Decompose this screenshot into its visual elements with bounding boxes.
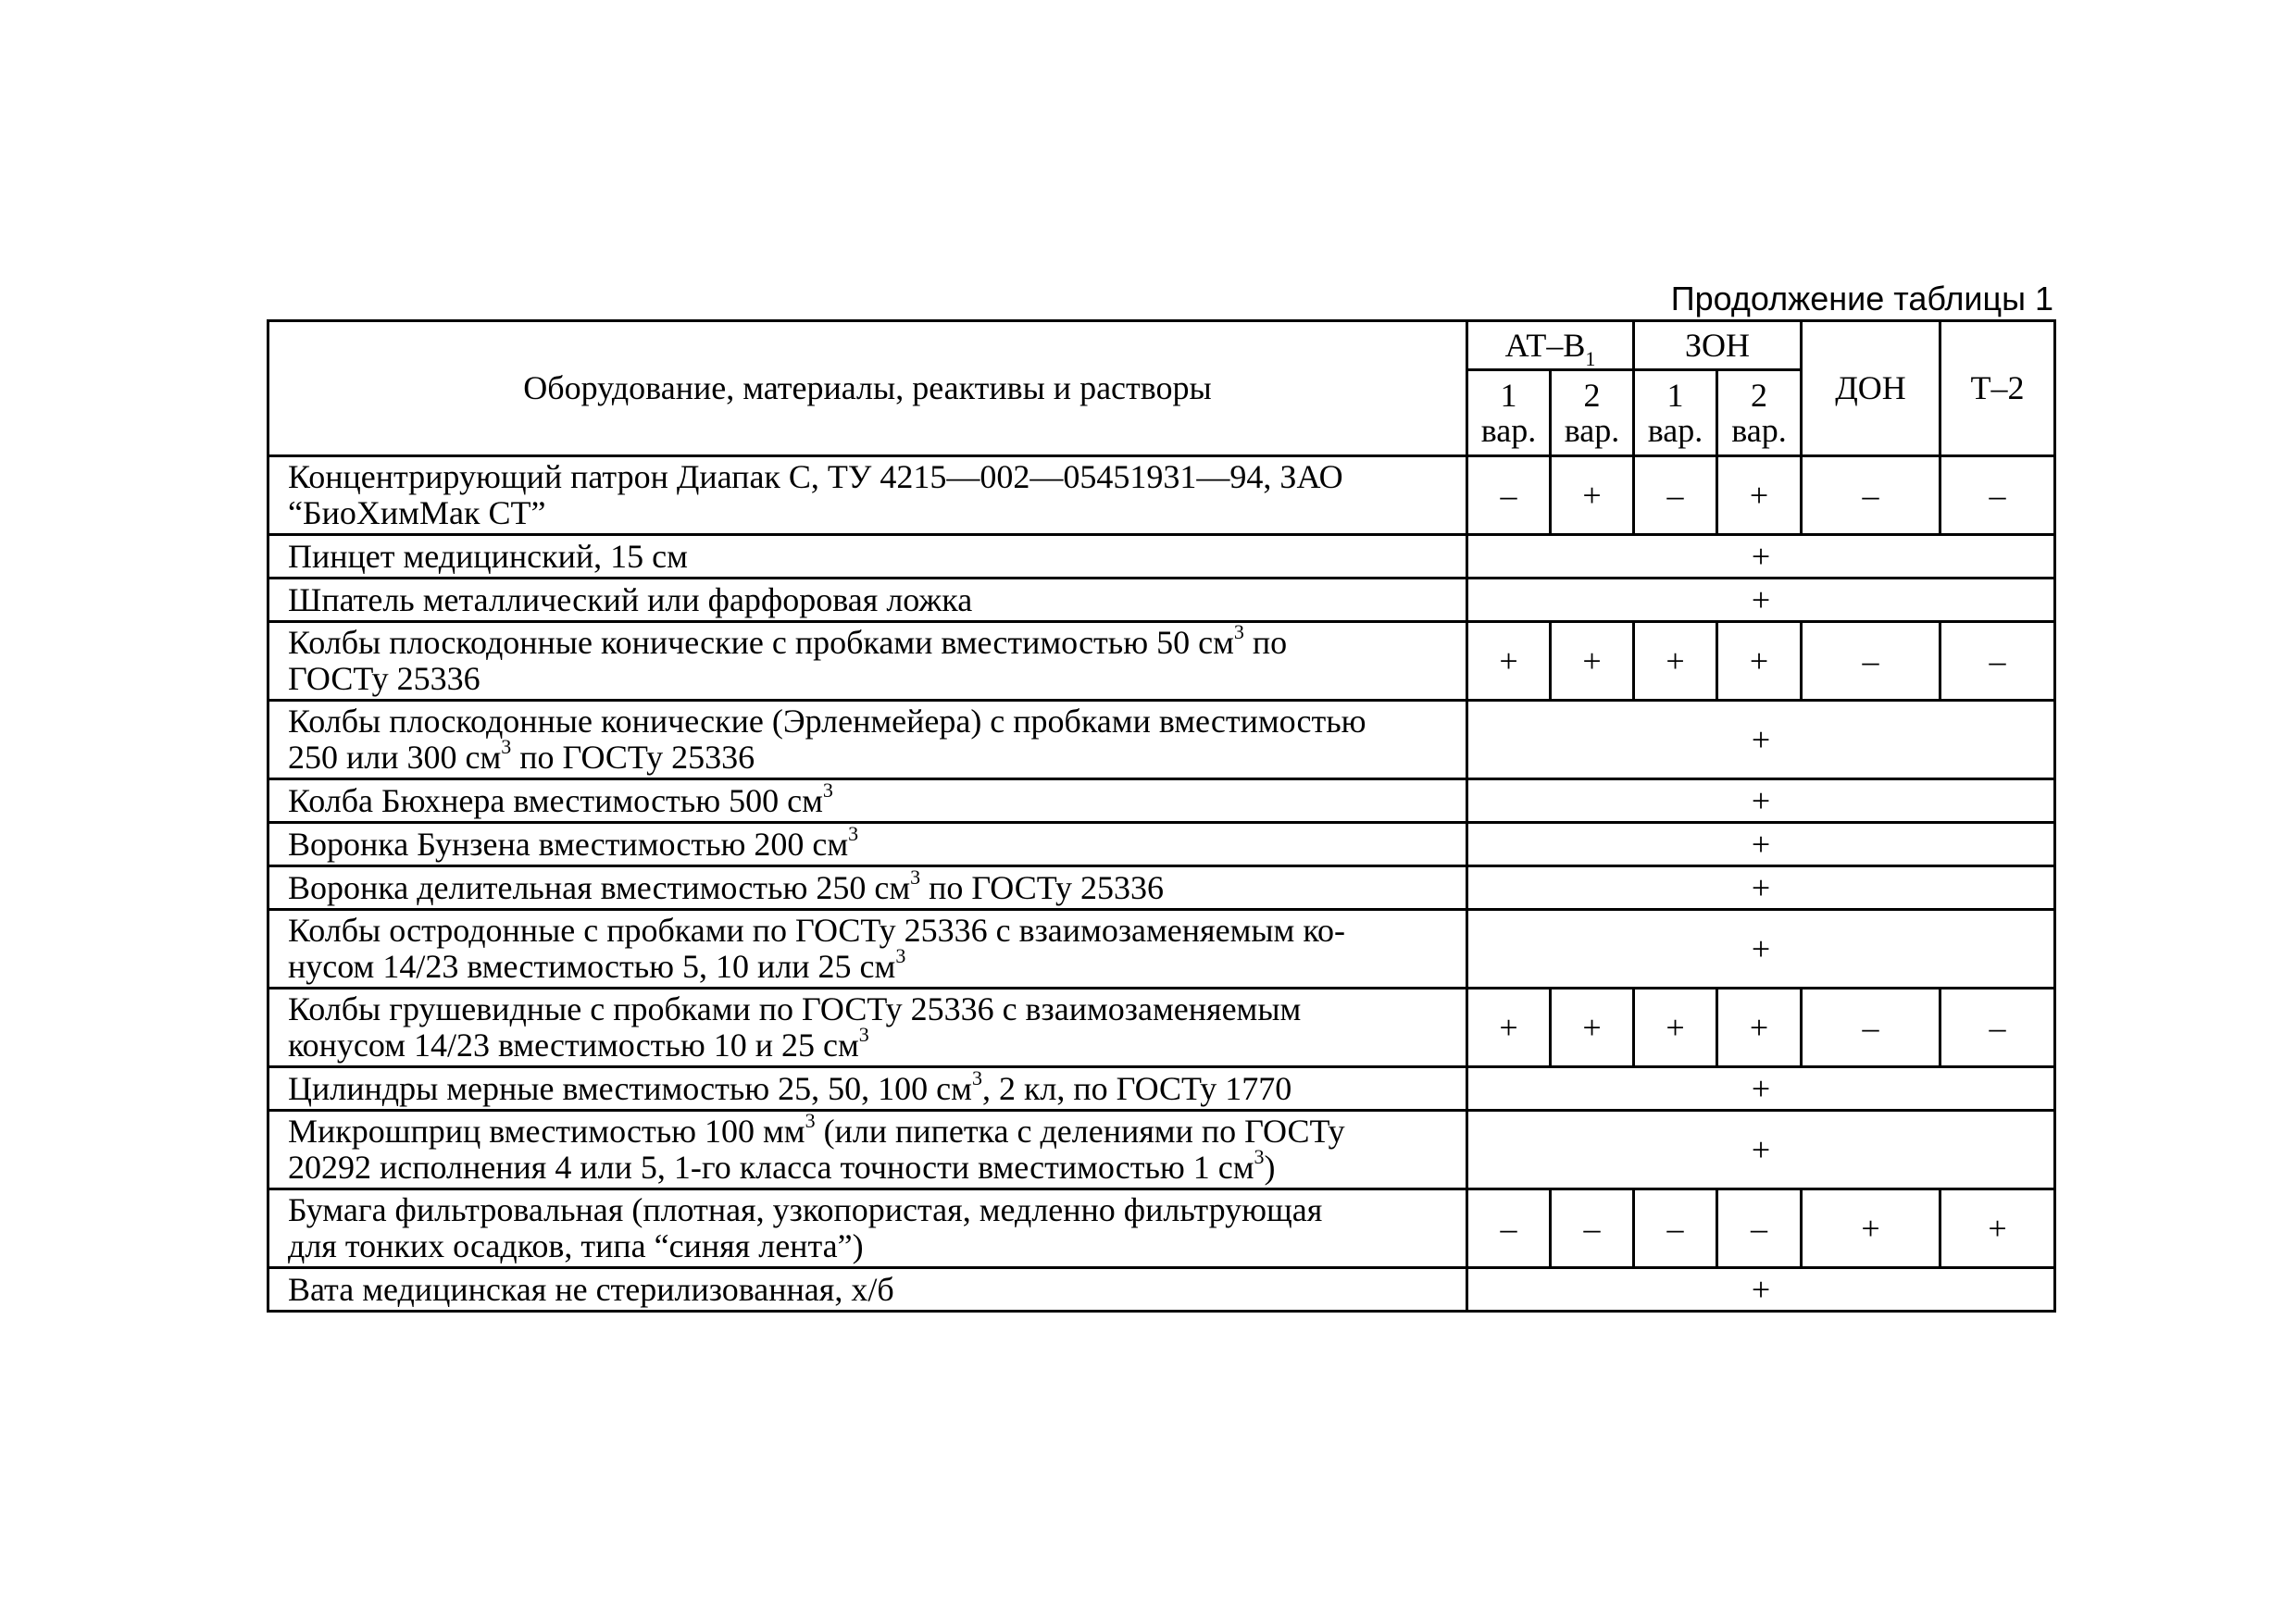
row-sup: 3 xyxy=(822,778,833,802)
row-value-all: + xyxy=(1467,1268,2055,1312)
table-row xyxy=(268,779,2055,823)
row-value-all: + xyxy=(1467,701,2055,779)
row-line: Колба Бюхнера вместимостью 500 см xyxy=(288,781,823,819)
row-line: Колбы грушевидные с пробками по ГОСТу 25336 с взаимозаменяемым xyxy=(288,990,1302,1027)
row-value: + xyxy=(1940,1189,2055,1268)
row-value: – xyxy=(1717,1189,1802,1268)
row-name xyxy=(268,910,1467,989)
row-name: Пинцет медицинский, 15 см xyxy=(268,535,1467,579)
row-line: по xyxy=(1243,624,1288,661)
header-variant xyxy=(1717,370,1802,456)
header-variant xyxy=(1634,370,1717,456)
header-row-groups xyxy=(268,321,2055,370)
variant-number: 2 xyxy=(1583,377,1601,414)
row-value-all: + xyxy=(1467,1067,2055,1111)
row-value: – xyxy=(1467,1189,1551,1268)
table-row xyxy=(268,456,2055,535)
row-name xyxy=(268,823,1467,866)
row-line: по ГОСТу 25336 xyxy=(511,739,755,776)
table-row xyxy=(268,535,2055,579)
row-name xyxy=(268,456,1467,535)
header-zon: ЗОН xyxy=(1634,321,1802,370)
row-line: , 2 кл, по ГОСТу 1770 xyxy=(981,1069,1292,1107)
table-row xyxy=(268,622,2055,701)
header-variant xyxy=(1467,370,1551,456)
row-line: 20292 исполнения 4 или 5, 1-го класса точности вместимостью 1 см xyxy=(288,1149,1254,1186)
row-line: Колбы остродонные с пробками по ГОСТу 25336 с взаимозаменяемым ко- xyxy=(288,912,1345,949)
row-value-all: + xyxy=(1467,1111,2055,1189)
row-line: ГОСТу 25336 xyxy=(288,660,480,697)
row-value: – xyxy=(1940,989,2055,1067)
table-row xyxy=(268,1067,2055,1111)
table-row xyxy=(268,910,2055,989)
row-sup: 3 xyxy=(1233,620,1244,643)
variant-label: вар. xyxy=(1647,412,1703,449)
row-line: “БиоХимМак СТ” xyxy=(288,494,546,531)
row-name xyxy=(268,1111,1467,1189)
table-row xyxy=(268,579,2055,622)
row-line: ) xyxy=(1264,1149,1276,1186)
row-value: + xyxy=(1802,1189,1940,1268)
header-equipment: Оборудование, материалы, реактивы и растворы xyxy=(268,321,1467,456)
row-line: Цилиндры мерные вместимостью 25, 50, 100 см xyxy=(288,1069,972,1107)
row-line: Микрошприц вместимостью 100 мм xyxy=(288,1113,805,1150)
row-value: + xyxy=(1717,622,1802,701)
row-sup: 3 xyxy=(1254,1145,1265,1168)
row-value: + xyxy=(1551,622,1634,701)
row-value: + xyxy=(1551,989,1634,1067)
row-value-all: + xyxy=(1467,579,2055,622)
row-value: – xyxy=(1634,1189,1717,1268)
header-atb-main: АТ–В xyxy=(1504,326,1586,364)
variant-label: вар. xyxy=(1564,412,1620,449)
row-name xyxy=(268,701,1467,779)
row-line: Воронка Бунзена вместимостью 200 см xyxy=(288,825,849,863)
row-line: нусом 14/23 вместимостью 5, 10 или 25 см xyxy=(288,948,896,985)
row-value: – xyxy=(1940,456,2055,535)
row-line: по ГОСТу 25336 xyxy=(920,868,1164,906)
row-value: + xyxy=(1551,456,1634,535)
table-row xyxy=(268,701,2055,779)
row-name xyxy=(268,1067,1467,1111)
row-value: – xyxy=(1467,456,1551,535)
row-line: Воронка делительная вместимостью 250 см xyxy=(288,868,911,906)
row-value-all: + xyxy=(1467,866,2055,910)
row-value: – xyxy=(1551,1189,1634,1268)
row-line: Колбы плоскодонные конические с пробками вместимостью 50 см xyxy=(288,624,1234,661)
row-value: + xyxy=(1717,456,1802,535)
row-value: + xyxy=(1634,622,1717,701)
row-line: Бумага фильтровальная (плотная, узкопористая, медленно фильтрующая xyxy=(288,1191,1323,1228)
row-name xyxy=(268,622,1467,701)
row-sup: 3 xyxy=(895,944,906,967)
row-value: + xyxy=(1467,989,1551,1067)
row-sup: 3 xyxy=(848,821,859,845)
variant-number: 1 xyxy=(1666,377,1684,414)
row-name xyxy=(268,1189,1467,1268)
row-sup: 3 xyxy=(501,735,512,758)
row-line: Колбы плоскодонные конические (Эрленмейера) с пробками вместимостью xyxy=(288,703,1366,740)
variant-number: 2 xyxy=(1751,377,1767,414)
header-don: ДОН xyxy=(1802,321,1940,456)
row-value: + xyxy=(1717,989,1802,1067)
equipment-table xyxy=(267,319,2056,1313)
row-value-all: + xyxy=(1467,535,2055,579)
row-value-all: + xyxy=(1467,910,2055,989)
row-sup: 3 xyxy=(971,1065,982,1089)
row-line: (или пипетка с делениями по ГОСТу xyxy=(815,1113,1345,1150)
row-line: для тонких осадков, типа “синяя лента”) xyxy=(288,1227,864,1264)
row-value: – xyxy=(1802,456,1940,535)
row-sup: 3 xyxy=(858,1023,869,1046)
variant-label: вар. xyxy=(1731,412,1787,449)
table-row xyxy=(268,823,2055,866)
row-line: конусом 14/23 вместимостью 10 и 25 см xyxy=(288,1027,859,1064)
table-row xyxy=(268,866,2055,910)
row-value-all: + xyxy=(1467,779,2055,823)
row-line: 250 или 300 см xyxy=(288,739,502,776)
header-variant xyxy=(1551,370,1634,456)
row-name xyxy=(268,989,1467,1067)
table-row xyxy=(268,1189,2055,1268)
row-value: – xyxy=(1802,989,1940,1067)
variant-label: вар. xyxy=(1480,412,1537,449)
row-value: + xyxy=(1634,989,1717,1067)
row-name xyxy=(268,779,1467,823)
row-value: – xyxy=(1634,456,1717,535)
table-row xyxy=(268,1268,2055,1312)
table-continuation-caption: Продолжение таблицы 1 xyxy=(1670,280,2053,317)
header-atb-sub: 1 xyxy=(1585,346,1596,370)
variant-number: 1 xyxy=(1500,377,1517,414)
row-name xyxy=(268,866,1467,910)
row-line: Концентрирующий патрон Диапак С, ТУ 4215—002—05451931—94, ЗАО xyxy=(288,458,1343,495)
table-row xyxy=(268,1111,2055,1189)
header-atb xyxy=(1467,321,1634,370)
row-value-all: + xyxy=(1467,823,2055,866)
row-sup: 3 xyxy=(805,1109,816,1132)
row-value: + xyxy=(1467,622,1551,701)
row-name: Шпатель металлический или фарфоровая ложка xyxy=(268,579,1467,622)
row-name: Вата медицинская не стерилизованная, х/б xyxy=(268,1268,1467,1312)
table-row xyxy=(268,989,2055,1067)
row-value: – xyxy=(1940,622,2055,701)
header-t2: Т–2 xyxy=(1940,321,2055,456)
row-value: – xyxy=(1802,622,1940,701)
row-sup: 3 xyxy=(910,865,921,889)
